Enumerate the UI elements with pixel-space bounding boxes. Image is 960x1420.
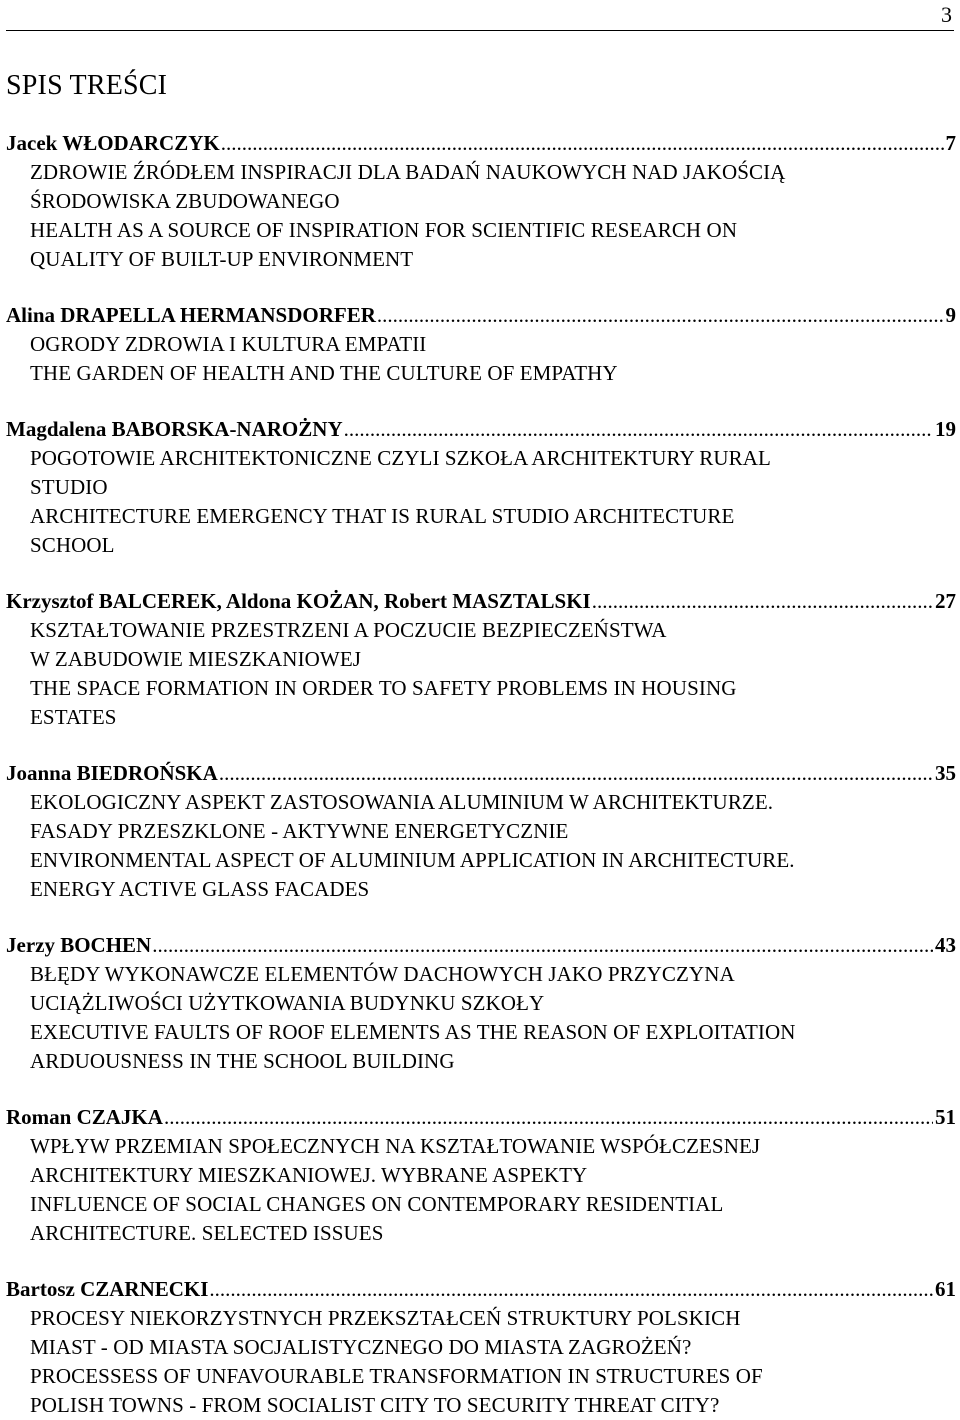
- toc-entry-title-line: WPŁYW PRZEMIAN SPOŁECZNYCH NA KSZTAŁTOWANIE WSPÓŁCZESNEJ: [30, 1134, 761, 1158]
- toc-entry-title-line: PROCESY NIEKORZYSTNYCH PRZEKSZTAŁCEŃ STRUKTURY POLSKICH: [30, 1306, 741, 1330]
- toc-entry: [6, 1102, 956, 1248]
- toc-entry-title-line: W ZABUDOWIE MIESZKANIOWEJ: [30, 647, 362, 671]
- toc-entry-title-line: ENERGY ACTIVE GLASS FACADES: [30, 877, 370, 901]
- toc-entry-title-line: EXECUTIVE FAULTS OF ROOF ELEMENTS AS THE REASON OF EXPLOITATION: [30, 1020, 796, 1044]
- toc-entry-author: Roman CZAJKA: [6, 1105, 163, 1129]
- toc-entry-title-line: KSZTAŁTOWANIE PRZESTRZENI A POCZUCIE BEZPIECZEŃSTWA: [30, 618, 667, 642]
- header-rule: [6, 30, 954, 31]
- toc-entry-title-line: ARCHITECTURE. SELECTED ISSUES: [30, 1221, 384, 1245]
- toc-entry: [6, 930, 956, 1076]
- toc-entry: [6, 300, 956, 388]
- dot-leader: [377, 300, 944, 330]
- toc-entry-title-line: PROCESSESS OF UNFAVOURABLE TRANSFORMATION IN STRUCTURES OF: [30, 1364, 763, 1388]
- toc-entry-page: 35: [935, 761, 956, 785]
- toc-entry-author: Krzysztof BALCEREK, Aldona KOŻAN, Robert MASZTALSKI: [6, 589, 591, 613]
- toc-entry-title-line: QUALITY OF BUILT-UP ENVIRONMENT: [30, 247, 414, 271]
- dot-leader: [164, 1102, 933, 1132]
- toc-entry-author: Joanna BIEDROŃSKA: [6, 761, 218, 785]
- toc-entry-title-line: BŁĘDY WYKONAWCZE ELEMENTÓW DACHOWYCH JAKO PRZYCZYNA: [30, 962, 735, 986]
- toc-entry-page: 9: [945, 303, 956, 327]
- toc-entry-title-line: ARCHITECTURE EMERGENCY THAT IS RURAL STUDIO ARCHITECTURE: [30, 504, 735, 528]
- toc-entry-author: Magdalena BABORSKA-NAROŻNY: [6, 417, 343, 441]
- toc-entry-author-row[interactable]: [6, 1274, 956, 1304]
- toc-entry: [6, 586, 956, 732]
- toc-entry-title-line: ESTATES: [30, 705, 117, 729]
- page-title: SPIS TREŚCI: [6, 70, 168, 101]
- toc-entry-title-line: EKOLOGICZNY ASPEKT ZASTOSOWANIA ALUMINIUM W ARCHITEKTURZE.: [30, 790, 774, 814]
- toc-entry-author-row[interactable]: [6, 930, 956, 960]
- toc-entry-author-row[interactable]: [6, 586, 956, 616]
- toc-entry-title-line: THE GARDEN OF HEALTH AND THE CULTURE OF EMPATHY: [30, 361, 618, 385]
- dot-leader: [592, 586, 933, 616]
- toc-entry-page: 51: [935, 1105, 956, 1129]
- toc-entry-title-line: ARDUOUSNESS IN THE SCHOOL BUILDING: [30, 1049, 455, 1073]
- toc-entry-author-row[interactable]: [6, 1102, 956, 1132]
- toc-entry-title-line: INFLUENCE OF SOCIAL CHANGES ON CONTEMPORARY RESIDENTIAL: [30, 1192, 724, 1216]
- page-number: 3: [941, 2, 952, 27]
- toc-entry-title-line: POLISH TOWNS - FROM SOCIALIST CITY TO SECURITY THREAT CITY?: [30, 1393, 720, 1417]
- toc-entry-page: 7: [945, 131, 956, 155]
- toc-entry-title-line: ZDROWIE ŹRÓDŁEM INSPIRACJI DLA BADAŃ NAUKOWYCH NAD JAKOŚCIĄ: [30, 160, 786, 184]
- toc-entry-title-line: OGRODY ZDROWIA I KULTURA EMPATII: [30, 332, 427, 356]
- toc-entry-title-line: ENVIRONMENTAL ASPECT OF ALUMINIUM APPLICATION IN ARCHITECTURE.: [30, 848, 795, 872]
- toc-entry: [6, 414, 956, 560]
- dot-leader: [219, 758, 933, 788]
- table-of-contents: [6, 128, 956, 1420]
- toc-entry: [6, 128, 956, 274]
- toc-entry-author: Bartosz CZARNECKI: [6, 1277, 209, 1301]
- toc-entry-author: Alina DRAPELLA HERMANSDORFER: [6, 303, 376, 327]
- toc-entry-title-line: ARCHITEKTURY MIESZKANIOWEJ. WYBRANE ASPEKTY: [30, 1163, 588, 1187]
- toc-entry-title-line: FASADY PRZESZKLONE - AKTYWNE ENERGETYCZNIE: [30, 819, 569, 843]
- toc-entry-title-line: MIAST - OD MIASTA SOCJALISTYCZNEGO DO MIASTA ZAGROŻEŃ?: [30, 1335, 692, 1359]
- toc-entry-author-row[interactable]: [6, 128, 956, 158]
- toc-entry-author: Jerzy BOCHEN: [6, 933, 152, 957]
- toc-entry: [6, 1274, 956, 1420]
- toc-entry-title-line: POGOTOWIE ARCHITEKTONICZNE CZYLI SZKOŁA ARCHITEKTURY RURAL: [30, 446, 771, 470]
- toc-entry-author-row[interactable]: [6, 414, 956, 444]
- toc-entry-page: 19: [935, 417, 956, 441]
- toc-entry-page: 27: [935, 589, 956, 613]
- toc-entry-page: 43: [935, 933, 956, 957]
- toc-entry-title-line: UCIĄŻLIWOŚCI UŻYTKOWANIA BUDYNKU SZKOŁY: [30, 991, 545, 1015]
- toc-entry-author: Jacek WŁODARCZYK: [6, 131, 220, 155]
- toc-entry-title-line: ŚRODOWISKA ZBUDOWANEGO: [30, 189, 340, 213]
- dot-leader: [221, 128, 944, 158]
- toc-entry-title-line: HEALTH AS A SOURCE OF INSPIRATION FOR SCIENTIFIC RESEARCH ON: [30, 218, 738, 242]
- toc-entry-title-line: SCHOOL: [30, 533, 115, 557]
- toc-entry-title-line: STUDIO: [30, 475, 108, 499]
- dot-leader: [344, 414, 933, 444]
- toc-entry-title-line: THE SPACE FORMATION IN ORDER TO SAFETY PROBLEMS IN HOUSING: [30, 676, 737, 700]
- dot-leader: [209, 1274, 933, 1304]
- toc-entry: [6, 758, 956, 904]
- toc-entry-author-row[interactable]: [6, 758, 956, 788]
- toc-entry-author-row[interactable]: [6, 300, 956, 330]
- toc-entry-page: 61: [935, 1277, 956, 1301]
- dot-leader: [152, 930, 933, 960]
